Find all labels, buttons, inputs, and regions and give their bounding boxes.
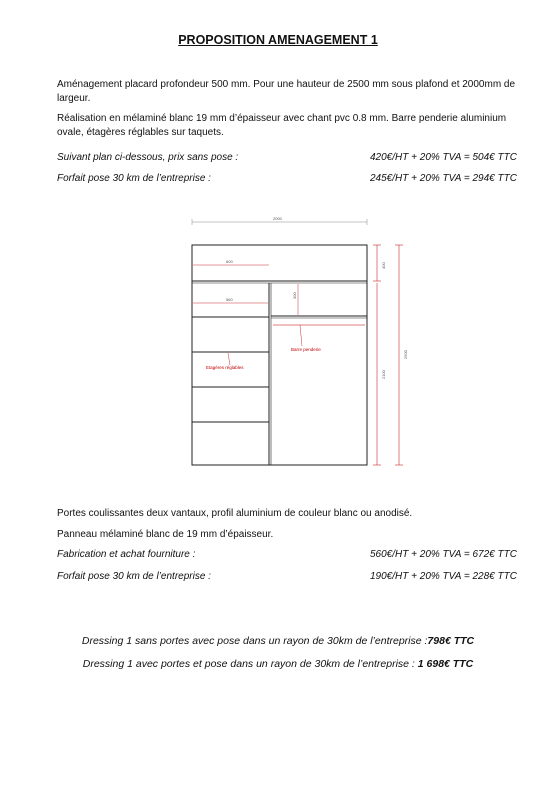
price-value: 245€/HT + 20% TVA = 294€ TTC xyxy=(370,173,517,184)
dim-total-2500: 2500 xyxy=(403,350,408,359)
doors-paragraph-1: Portes coulissantes deux vantaux, profil aluminium de couleur blanc ou anodisé. xyxy=(57,508,413,519)
dim-300: 300 xyxy=(292,292,297,299)
dim-lower-2100: 2100 xyxy=(381,370,386,379)
dim-top-400: 400 xyxy=(381,262,386,269)
price-label: Forfait pose 30 km de l’entreprise : xyxy=(57,571,211,582)
dim-shelf-600: 600 xyxy=(226,259,233,264)
total-value: 1 698€ TTC xyxy=(414,658,474,670)
label-shelves: Etagères réglables xyxy=(206,365,244,370)
price-label: Suivant plan ci-dessous, prix sans pose : xyxy=(57,152,239,163)
total-with-doors xyxy=(0,658,556,670)
price-label: Fabrication et achat fourniture : xyxy=(57,549,196,560)
intro-paragraph-2: Réalisation en mélaminé blanc 19 mm d’épaisseur avec chant pvc 0.8 mm. Barre penderie aluminium ovale, étagères réglables sur taquets. xyxy=(57,113,507,138)
dim-shelf-560: 560 xyxy=(226,297,233,302)
price-label: Forfait pose 30 km de l’entreprise : xyxy=(57,173,211,184)
wardrobe-plan-drawing xyxy=(180,213,410,473)
price-value: 190€/HT + 20% TVA = 228€ TTC xyxy=(370,571,517,582)
intro-paragraph-1: Aménagement placard profondeur 500 mm. Pour une hauteur de 2500 mm sous plafond et 2000mm de largeur. xyxy=(57,79,516,104)
total-value: 798€ TTC xyxy=(427,635,475,647)
page-title: PROPOSITION AMENAGEMENT 1 xyxy=(178,33,378,47)
total-text: Dressing 1 avec portes et pose dans un rayon de 30km de l’entreprise : xyxy=(82,658,415,670)
price-value: 560€/HT + 20% TVA = 672€ TTC xyxy=(370,549,517,560)
doors-paragraph-2: Panneau mélaminé blanc de 19 mm d’épaisseur. xyxy=(57,529,274,540)
label-rail: Barre penderie xyxy=(291,347,321,352)
total-without-doors xyxy=(0,635,556,647)
total-text: Dressing 1 sans portes avec pose dans un rayon de 30km de l’entreprise : xyxy=(81,635,428,647)
dim-width: 2000 xyxy=(273,216,282,221)
price-value: 420€/HT + 20% TVA = 504€ TTC xyxy=(370,152,517,163)
